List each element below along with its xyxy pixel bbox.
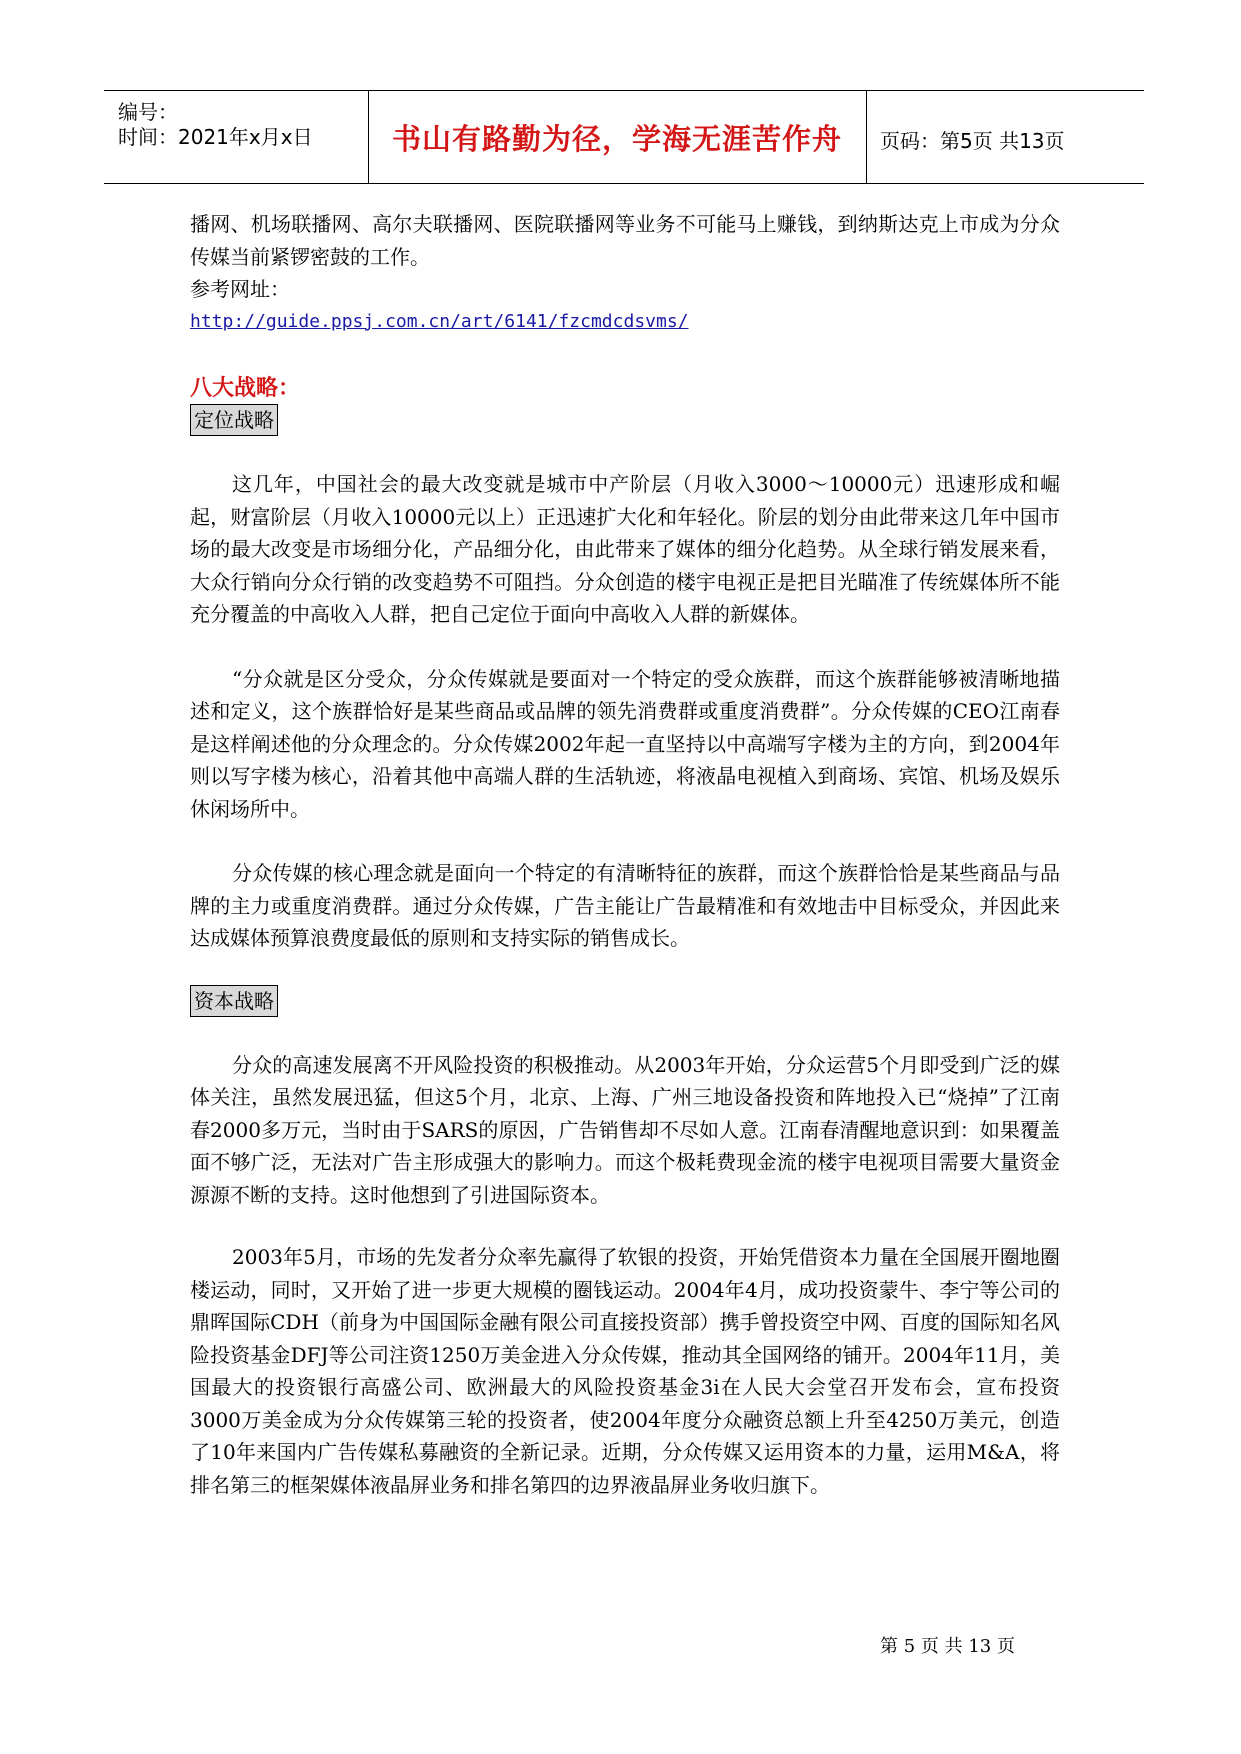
capital-paragraph-2: 2003年5月，市场的先发者分众率先赢得了软银的投资，开始凭借资本力量在全国展开圈地圈楼运动，同时，又开始了进一步更大规模的圈钱运动。2004年4月，成功投资蒙牛、李宁等公司的鼎晖国际CDH（前身为中国国际金融有限公司直接投资部）携手曾投资空中网、百度的国际知名风险投资基金DFJ等公司注资1250万美金进入分众传媒，推动其全国网络的铺开。2004年11月，美国最大的投资银行高盛公司、欧洲最大的风险投资基金3i在人民大会堂召开发布会，宣布投资3000万美金成为分众传媒第三轮的投资者，使2004年度分众融资总额上升至4250万美元，创造了10年来国内广告传媒私募融资的全新记录。近期，分众传媒又运用资本的力量，运用M&A，将排名第三的框架媒体液晶屏业务和排名第四的边界液晶屏业务收归旗下。 xyxy=(190,1245,1060,1497)
section-title: 八大战略： xyxy=(190,376,301,401)
intro-paragraph: 播网、机场联播网、高尔夫联播网、医院联播网等业务不可能马上赚钱，到纳斯达克上市成为分众传媒当前紧锣密鼓的工作。 xyxy=(190,212,1060,269)
page-footer: 第 5 页 共 13 页 xyxy=(880,1636,1015,1657)
capital-paragraph-1: 分众的高速发展离不开风险投资的积极推动。从2003年开始，分众运营5个月即受到广泛的媒体关注，虽然发展迅猛，但这5个月，北京、上海、广州三地设备投资和阵地投入已“烧掉”了江南春2000多万元，当时由于SARS的原因，广告销售却不尽如人意。江南春清醒地意识到：如果覆盖面不够广泛，无法对广告主形成强大的影响力。而这个极耗费现金流的楼宇电视项目需要大量资金源源不断的支持。这时他想到了引进国际资本。 xyxy=(190,1052,1060,1207)
reference-label: 参考网址： xyxy=(190,277,290,301)
positioning-heading: 定位战略 xyxy=(190,404,278,436)
reference-link[interactable]: http://guide.ppsj.com.cn/art/6141/fzcmdcdsvms/ xyxy=(190,310,689,332)
header-info-cell xyxy=(104,91,369,183)
page-header xyxy=(104,90,1144,184)
header-motto: 书山有路勤为径，学海无涯苦作舟 xyxy=(391,122,842,156)
document-number-label: 编号： xyxy=(118,100,178,124)
header-page-code: 页码：第5页 共13页 xyxy=(880,129,1065,153)
header-page-cell xyxy=(866,91,1144,183)
document-time-label: 时间：2021年x月x日 xyxy=(118,125,313,149)
header-motto-cell xyxy=(368,91,867,183)
positioning-paragraph-1: 这几年，中国社会的最大改变就是城市中产阶层（月收入3000～10000元）迅速形成和崛起，财富阶层（月收入10000元以上）正迅速扩大化和年轻化。阶层的划分由此带来这几年中国市场的最大改变是市场细分化，产品细分化，由此带来了媒体的细分化趋势。从全球行销发展来看，大众行销向分众行销的改变趋势不可阻挡。分众创造的楼宇电视正是把目光瞄准了传统媒体所不能充分覆盖的中高收入人群，把自己定位于面向中高收入人群的新媒体。 xyxy=(190,472,1060,626)
positioning-paragraph-3: 分众传媒的核心理念就是面向一个特定的有清晰特征的族群，而这个族群恰恰是某些商品与品牌的主力或重度消费群。通过分众传媒，广告主能让广告最精准和有效地击中目标受众，并因此来达成媒体预算浪费度最低的原则和支持实际的销售成长。 xyxy=(190,861,1060,950)
positioning-paragraph-2: “分众就是区分受众，分众传媒就是要面对一个特定的受众族群，而这个族群能够被清晰地描述和定义，这个族群恰好是某些商品或品牌的领先消费群或重度消费群”。分众传媒的CEO江南春是这样阐述他的分众理念的。分众传媒2002年起一直坚持以中高端写字楼为主的方向，到2004年则以写字楼为核心，沿着其他中高端人群的生活轨迹，将液晶电视植入到商场、宾馆、机场及娱乐休闲场所中。 xyxy=(190,666,1060,821)
capital-heading: 资本战略 xyxy=(190,985,278,1017)
document-body xyxy=(190,208,1060,1501)
